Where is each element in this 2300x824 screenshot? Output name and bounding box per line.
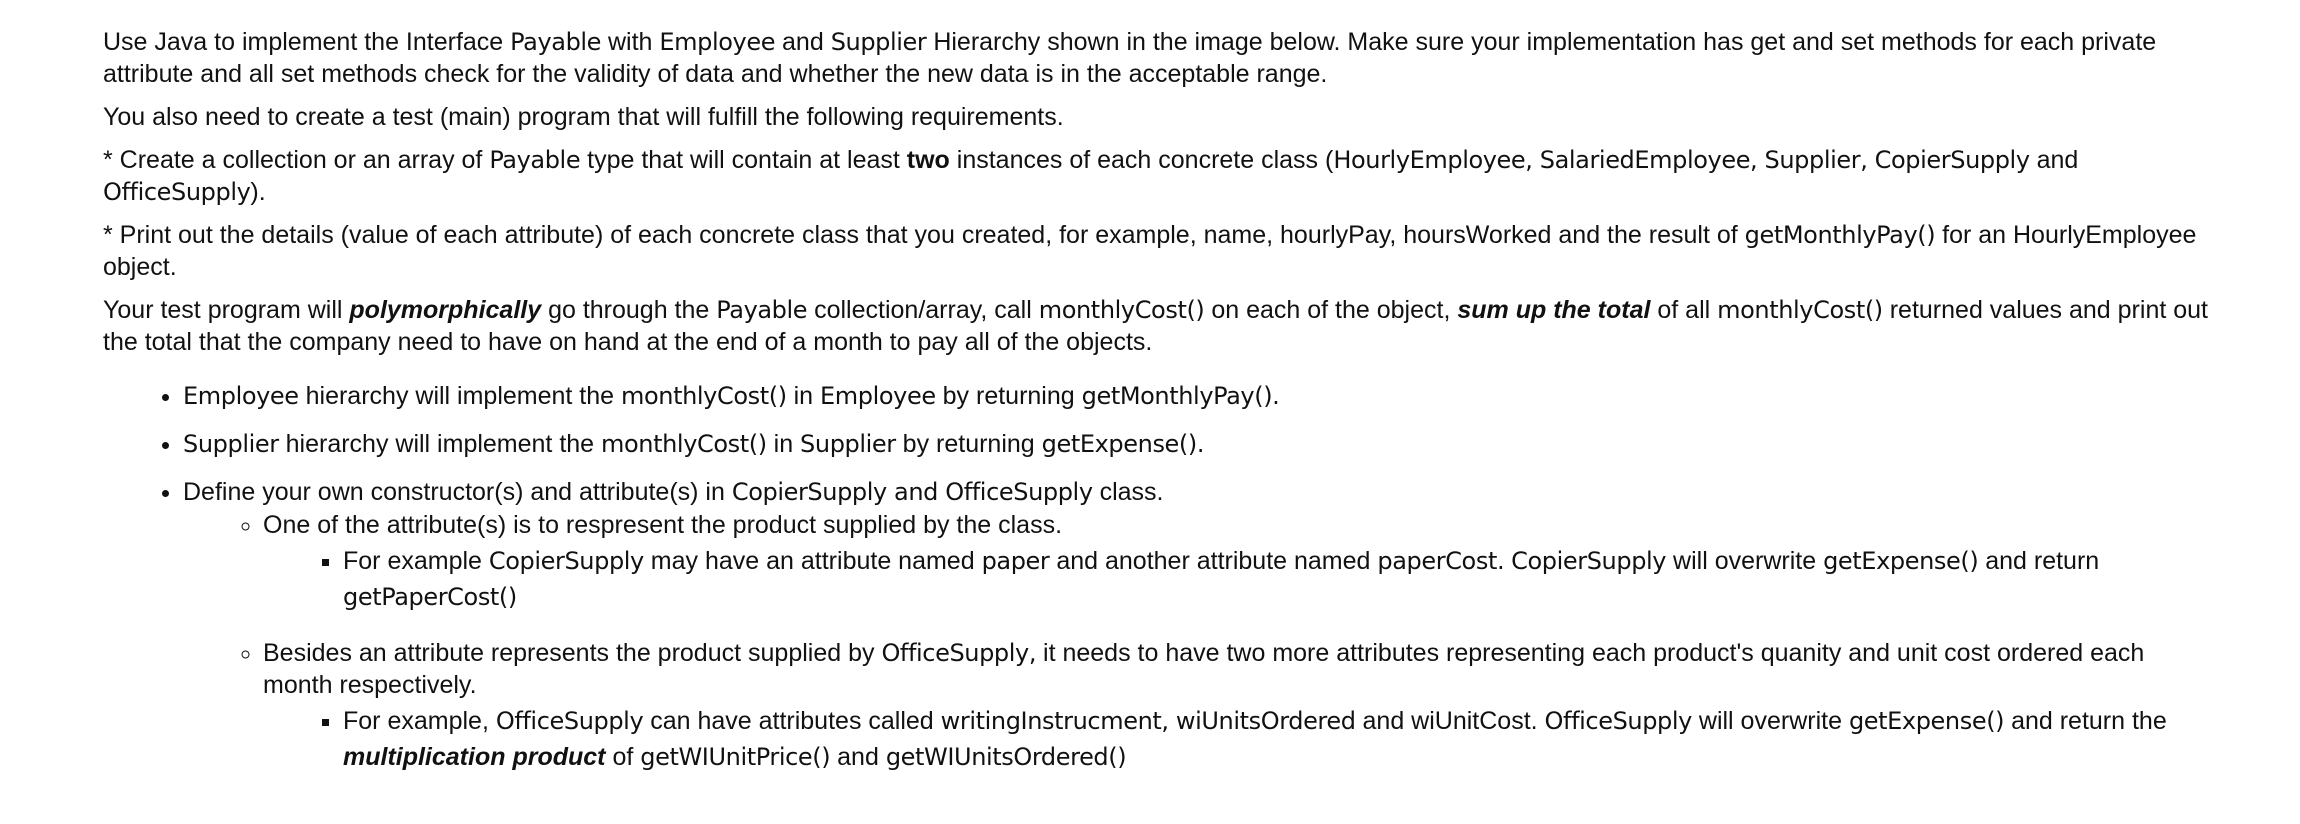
poly-text: of all [1650,296,1718,324]
getexpense-term: getExpense() [1823,547,1979,575]
sub-sub-list [263,543,2213,615]
papercost-term: paperCost. [1377,547,1505,575]
list-text: For example, [343,707,496,735]
emphasis-multiplication-product: multiplication product [343,743,606,771]
getpapercost-term: getPaperCost() [343,583,517,611]
list-text: by returning [935,382,1082,410]
sub-item-officesupply-attributes [263,637,2213,775]
list-text: Define your own constructor(s) and attribute(s) in [183,478,732,506]
list-text: in [786,382,821,410]
list-item-employee [183,380,2213,412]
list-text: and return [1978,547,2100,575]
officesupply-term: OfficeSupply, [881,639,1037,667]
example-copiersupply [343,543,2213,615]
poly-text: go through the [541,296,717,324]
class-list-term: HourlyEmployee, SalariedEmployee, Supplier, CopierSupply [1333,146,2030,174]
supplier-term: Supplier [800,430,896,458]
attribute-names-term: writingInstrucment, wiUnitsOrdered [940,707,1356,735]
emphasis-polymorphically: polymorphically [349,296,542,324]
intro-text: Hierarchy shown in the image below. Make sure your implementation has get and set methods for each private attribute and all set methods check for the validity of data and whether the new data is in the acceptable range. [103,28,2157,88]
getmonthlypay-term: getMonthlyPay(). [1081,382,1280,410]
monthlycost-term: monthlyCost() [621,382,787,410]
officesupply-term: OfficeSupply [103,178,251,206]
getexpense-term: getExpense(). [1041,430,1205,458]
sub-sub-list [263,703,2213,775]
list-text: and [830,743,886,771]
list-text: will overwrite [1666,547,1824,575]
employee-term: Employee [183,382,299,410]
req-text: and [2029,146,2079,174]
poly-text: collection/array, call [807,296,1039,324]
list-item-define-constructors [183,476,2213,775]
employee-term: Employee [820,382,936,410]
list-text: by returning [895,430,1042,458]
list-text: and wiUnitCost. [1355,707,1545,735]
poly-text: Your test program will [103,296,350,324]
example-officesupply [343,703,2213,775]
list-text: Besides an attribute represents the product supplied by [263,639,882,667]
paper-term: paper [981,547,1050,575]
officesupply-term: OfficeSupply [1544,707,1692,735]
requirement-collection [103,144,2213,208]
polymorphism-paragraph [103,294,2213,358]
payable-term: Payable [510,28,602,56]
list-text: and return the [2004,707,2167,735]
list-item-supplier [183,428,2213,460]
list-text: For example [343,547,489,575]
employee-term: Employee [659,28,776,56]
getmonthlypay-term: getMonthlyPay() [1744,221,1936,249]
getwiunitprice-term: getWIUnitPrice() [640,743,831,771]
list-text: One of the attribute(s) is to respresent the product supplied by the class. [263,511,1063,539]
list-text: in [766,430,801,458]
payable-term: Payable [489,146,581,174]
poly-text: returned values and print out the total that the company need to have on hand at the end of a month to pay all of the objects. [103,296,2208,356]
assignment-document [103,26,2213,797]
req-text: * Create a collection or an array of [103,146,490,174]
list-text: and another attribute named [1049,547,1378,575]
req-text: for an HourlyEmployee object. [103,221,2197,281]
supply-classes-term: CopierSupply and OfficeSupply [731,478,1093,506]
list-text: will overwrite [1691,707,1849,735]
monthlycost-term: monthlyCost() [601,430,767,458]
list-text: it needs to have two more attributes representing each product's quanity and unit cost ordered each month respectively. [263,639,2145,699]
sub-list [183,509,2213,775]
req-text: type that will contain at least [580,146,907,174]
payable-term: Payable [716,296,808,324]
monthlycost-term: monthlyCost() [1717,296,1883,324]
list-text: may have an attribute named [643,547,982,575]
copiersupply-term: CopierSupply [1511,547,1667,575]
copiersupply-term: CopierSupply [488,547,644,575]
test-requirement-paragraph: You also need to create a test (main) program that will fulfill the following requirements. [103,103,1064,131]
req-text: ). [250,178,266,206]
monthlycost-term: monthlyCost() [1038,296,1205,324]
supplier-term: Supplier [183,430,279,458]
list-text: of [605,743,641,771]
list-text: hierarchy will implement the [278,430,602,458]
officesupply-term: OfficeSupply [495,707,644,735]
intro-text: and [775,28,831,56]
list-text: class. [1092,478,1164,506]
req-text: instances of each concrete class ( [949,146,1334,174]
intro-text: Use Java to implement the Interface [103,28,511,56]
requirement-print-details [103,219,2213,283]
bullet-list [103,380,2213,775]
req-text: * Print out the details (value of each attribute) of each concrete class that you created, for example, name, hourlyPay, hoursWorked and the result of [103,221,1745,249]
getexpense-term: getExpense() [1848,707,2005,735]
list-text: can have attributes called [643,707,941,735]
supplier-term: Supplier [830,28,927,56]
list-text: hierarchy will implement the [298,382,622,410]
emphasis-two: two [906,146,950,174]
intro-paragraph [103,26,2213,90]
emphasis-sum-total: sum up the total [1457,296,1651,324]
getwiunitsordered-term: getWIUnitsOrdered() [885,743,1127,771]
sub-item-product-attribute [263,509,2213,615]
intro-text: with [601,28,660,56]
poly-text: on each of the object, [1204,296,1458,324]
